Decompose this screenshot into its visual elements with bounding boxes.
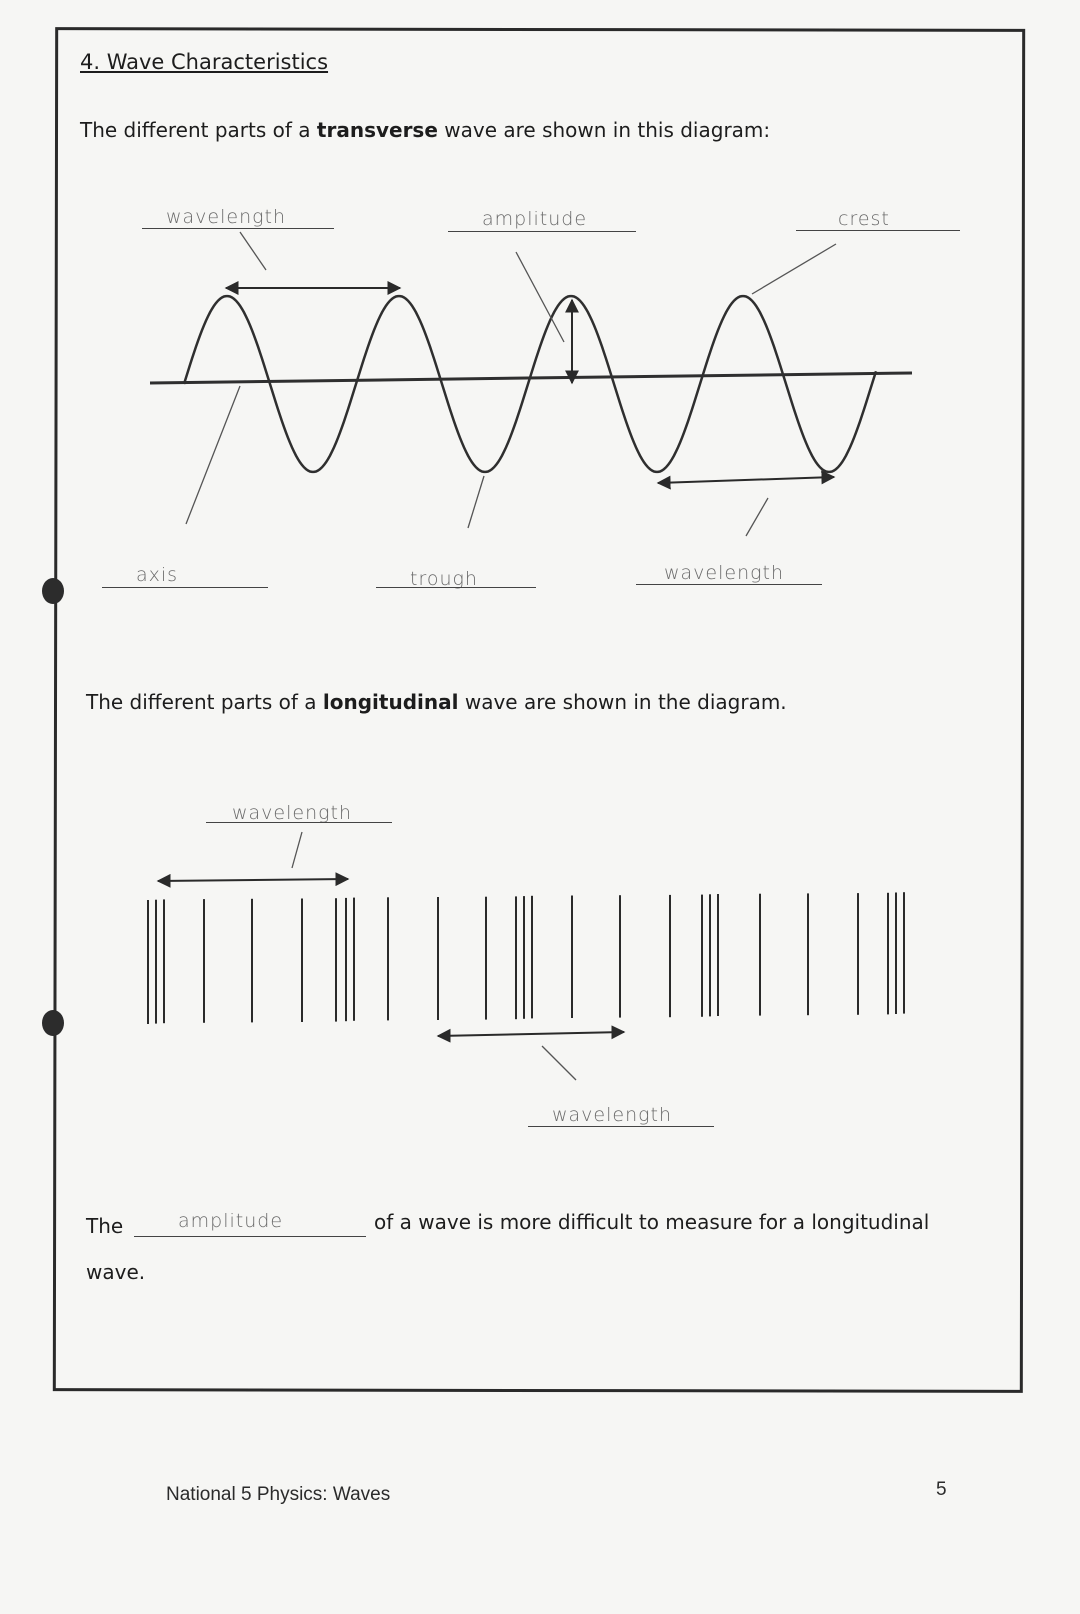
answer-bottom-left: axis <box>136 564 179 586</box>
blank-fill-in[interactable] <box>134 1236 366 1237</box>
answer-longitudinal-bottom: wavelength <box>552 1104 673 1126</box>
longitudinal-intro-bold: longitudinal <box>322 690 459 714</box>
answer-longitudinal-top: wavelength <box>232 802 353 824</box>
footer-title: National 5 Physics: Waves <box>166 1484 391 1505</box>
answer-bottom-right: wavelength <box>664 562 785 584</box>
longitudinal-wavelength-arrow-top <box>158 879 348 881</box>
pointer-longitudinal-bottom <box>542 1046 576 1080</box>
wavelength-arrow-bottom <box>658 477 834 483</box>
fill-in-sentence <box>86 1214 123 1238</box>
longitudinal-wavelength-arrow-bottom <box>438 1032 624 1036</box>
longitudinal-intro-text: The different parts of a <box>86 690 323 714</box>
answer-top-right: crest <box>838 208 890 230</box>
blank-longitudinal-top[interactable] <box>206 822 392 823</box>
longitudinal-wave-diagram <box>148 832 904 1080</box>
section-title: 4. Wave Characteristics <box>80 50 329 74</box>
pointer-amplitude <box>516 252 564 342</box>
page-number: 5 <box>936 1479 947 1500</box>
pointer-wavelength-top <box>240 232 266 270</box>
answer-top-middle: amplitude <box>482 208 588 230</box>
blank-top-middle[interactable] <box>448 231 636 232</box>
pointer-axis <box>186 386 240 524</box>
pointer-crest <box>752 244 836 294</box>
pointer-longitudinal-top <box>292 832 302 868</box>
fill-in-continuation: wave. <box>86 1260 146 1284</box>
transverse-intro-text: The different parts of a <box>80 118 317 142</box>
fill-in-suffix: of a wave is more difficult to measure for a longitudinal <box>374 1210 930 1234</box>
blank-bottom-left[interactable] <box>102 587 268 588</box>
blank-bottom-middle[interactable] <box>376 587 536 588</box>
blank-top-left[interactable] <box>142 228 334 229</box>
transverse-intro-text-end: wave are shown in this diagram: <box>437 118 771 142</box>
blank-longitudinal-bottom[interactable] <box>528 1126 714 1127</box>
fill-in-prefix: The <box>86 1214 124 1238</box>
pointer-trough <box>468 476 484 528</box>
answer-top-left: wavelength <box>166 206 287 228</box>
longitudinal-lines <box>148 892 904 1024</box>
transverse-wave-curve <box>184 296 876 472</box>
longitudinal-intro-text-end: wave are shown in the diagram. <box>458 690 787 714</box>
blank-top-right[interactable] <box>796 230 960 231</box>
answer-bottom-middle: trough <box>410 568 478 590</box>
blank-bottom-right[interactable] <box>636 584 822 585</box>
pointer-wavelength-bottom <box>746 498 768 536</box>
longitudinal-intro <box>86 690 787 714</box>
transverse-wave-diagram <box>150 232 912 536</box>
answer-fill-in: amplitude <box>178 1210 284 1232</box>
transverse-intro-bold: transverse <box>316 118 438 142</box>
